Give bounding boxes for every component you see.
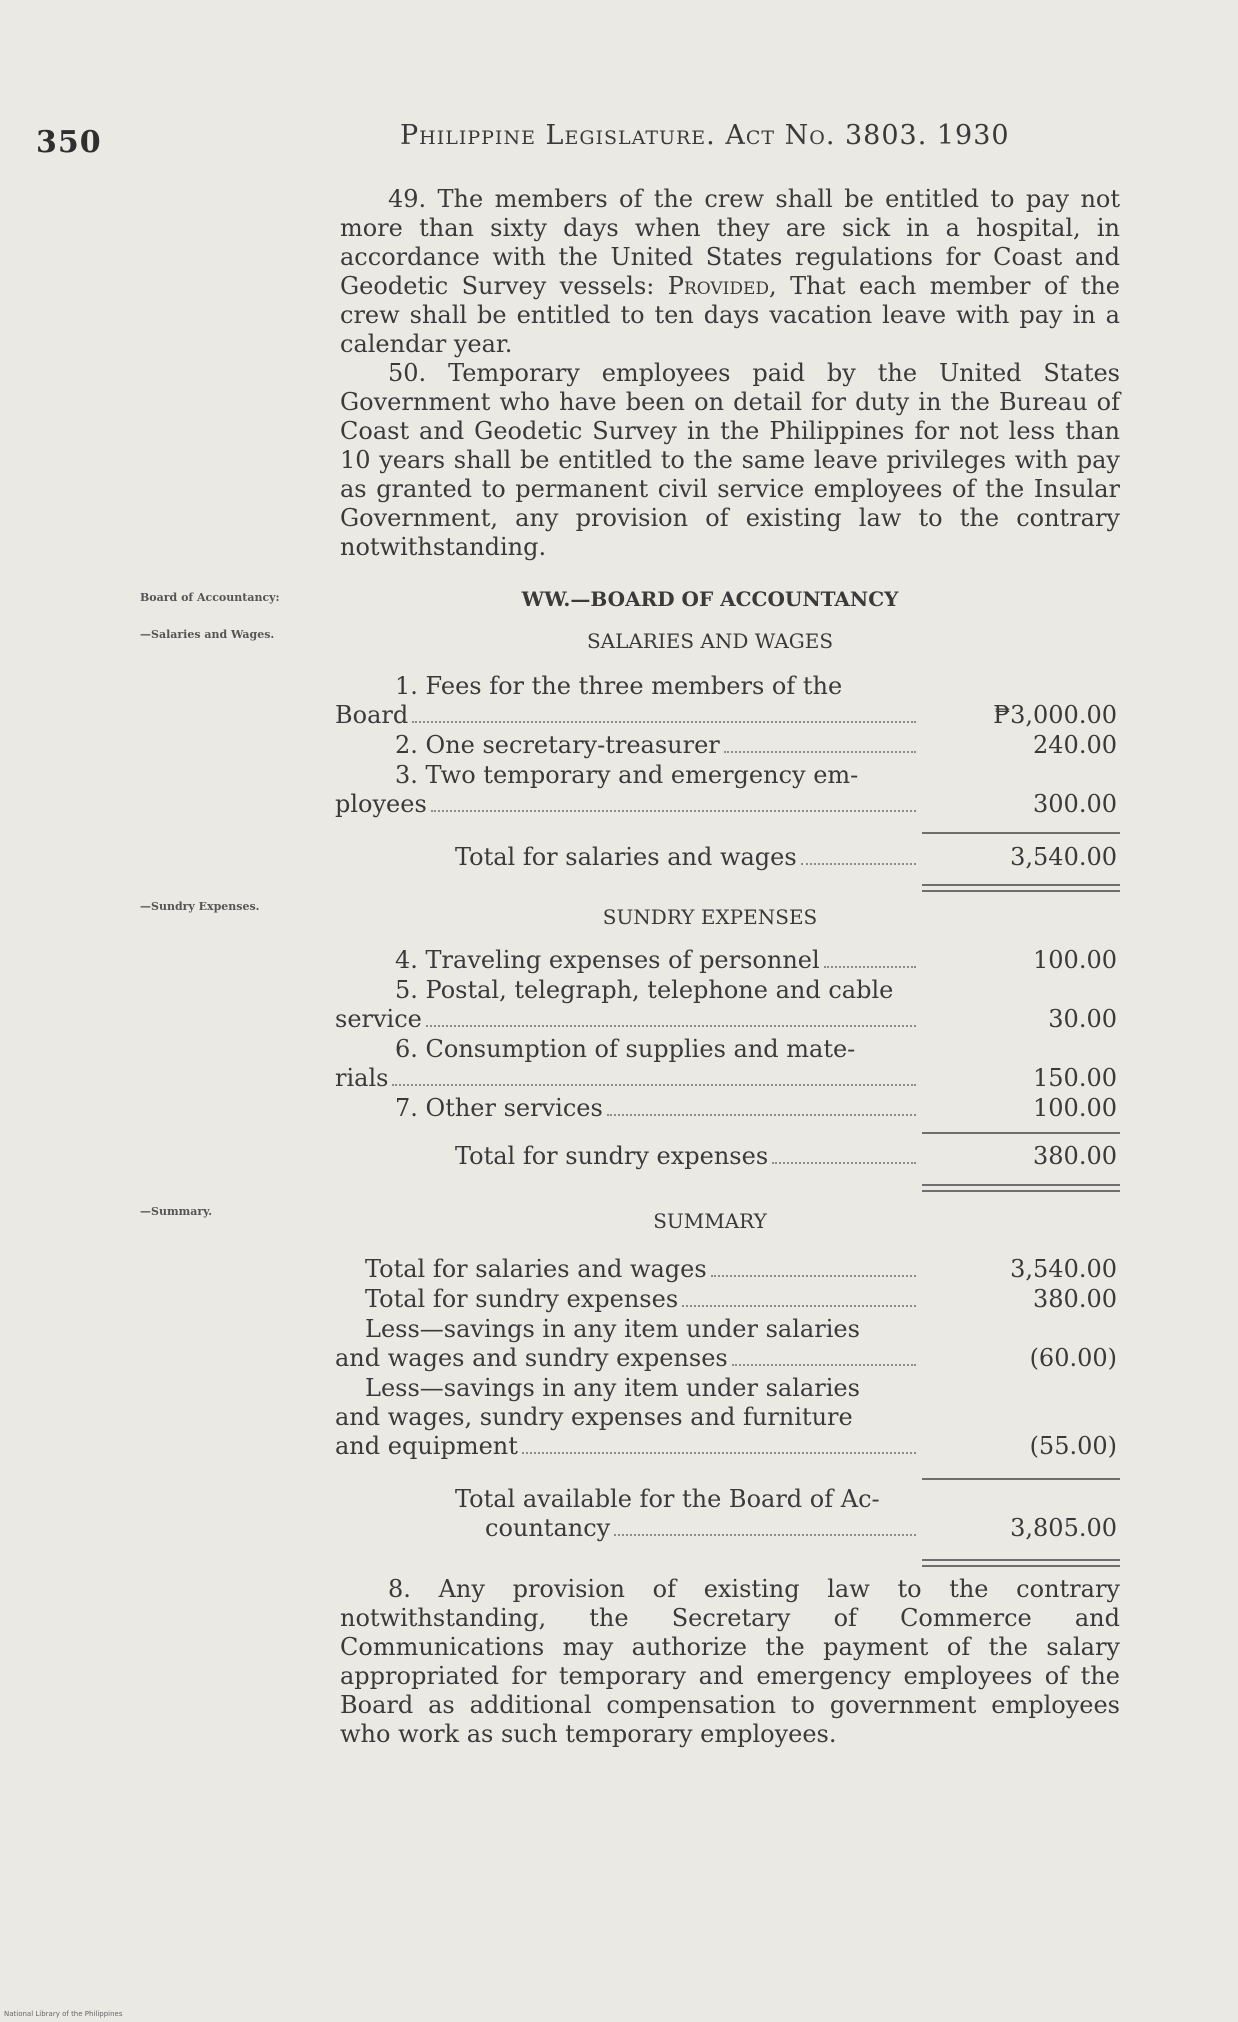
table-row [335, 1285, 1121, 1314]
item-label: Less—savings in any item under salaries [365, 1374, 860, 1402]
total-double-rule [922, 1184, 1120, 1192]
page-number: 350 [36, 125, 102, 160]
item-amount: 100.00 [1033, 946, 1117, 974]
item-label: 7. Other services [395, 1094, 603, 1122]
table-row [335, 672, 1121, 730]
total-row [335, 1142, 1121, 1171]
leader-dots [724, 731, 916, 753]
provided-word: Provided [667, 272, 770, 300]
item-amount: 240.00 [1033, 731, 1117, 759]
table-row [335, 1094, 1121, 1123]
item-amount: 150.00 [1033, 1064, 1117, 1092]
item-label: Total for salaries and wages [365, 1255, 707, 1283]
total-double-rule [922, 884, 1120, 892]
paragraph-8: 8. Any provision of existing law to the contrary notwithstanding, the Secretary of Commerce and Communications may authorize the payment of the salary appropriated for temporary and emergency employees of the Board as additional compensation to government employees who work as such temporary employees. [340, 1575, 1120, 1748]
section-8-text [340, 1575, 1120, 1749]
sidenote-summary: —Summary. [140, 1205, 213, 1218]
sundry-table [335, 946, 1121, 1124]
item-amount: 30.00 [1048, 1005, 1117, 1033]
sundry-heading: SUNDRY EXPENSES [602, 905, 818, 929]
table-row [335, 761, 1121, 819]
item-amount: (60.00) [1029, 1344, 1117, 1372]
leader-dots [412, 701, 916, 723]
item-label: Total for sundry expenses [365, 1285, 679, 1313]
leader-dots [522, 1432, 916, 1454]
total-amount: 3,540.00 [1010, 843, 1117, 871]
item-amount: ₱3,000.00 [993, 701, 1117, 729]
item-label: Less—savings in any item under salaries [365, 1315, 860, 1343]
salaries-heading: SALARIES AND WAGES [586, 629, 834, 653]
item-label: and equipment [335, 1432, 518, 1460]
total-label: Total available for the Board of Ac- [455, 1485, 880, 1513]
item-label: and wages, sundry expenses and furniture [335, 1403, 853, 1431]
salaries-table [335, 672, 1121, 820]
total-amount: 3,805.00 [1010, 1514, 1117, 1542]
item-label: rials [335, 1064, 389, 1092]
total-label: Total for salaries and wages [455, 843, 797, 871]
table-row [335, 976, 1121, 1034]
table-row [335, 731, 1121, 760]
total-label: countancy [485, 1514, 611, 1542]
summary-table [335, 1255, 1121, 1462]
leader-dots [801, 843, 916, 865]
leader-dots [426, 1005, 916, 1027]
sundry-total [335, 1142, 1121, 1172]
footer-credit: National Library of the Philippines [4, 2010, 123, 2018]
summary-total [335, 1485, 1121, 1544]
paragraph-49 [340, 185, 1120, 359]
item-label: Board [335, 701, 409, 729]
table-row [335, 1374, 1121, 1461]
item-label: 5. Postal, telegraph, telephone and cable [395, 976, 894, 1004]
item-amount: 380.00 [1033, 1285, 1117, 1313]
item-label: service [335, 1005, 422, 1033]
item-amount: 300.00 [1033, 790, 1117, 818]
total-label: Total for sundry expenses [455, 1142, 769, 1170]
total-amount: 380.00 [1033, 1142, 1117, 1170]
subtotal-rule [922, 832, 1120, 834]
item-amount: 3,540.00 [1010, 1255, 1117, 1283]
total-row [335, 1485, 1121, 1543]
sidenote-sundry: —Sundry Expenses. [140, 900, 260, 913]
total-row [335, 843, 1121, 872]
sidenote-board: Board of Accountancy: [140, 591, 280, 604]
item-label: 4. Traveling expenses of personnel [395, 946, 820, 974]
total-double-rule [922, 1559, 1120, 1567]
table-row [335, 1035, 1121, 1093]
table-row [335, 1255, 1121, 1284]
summary-heading: SUMMARY [653, 1209, 767, 1233]
paragraph-50: 50. Temporary employees paid by the United States Government who have been on detail for duty in the Bureau of Coast and Geodetic Survey in the Philippines for not less than 10 years shall be entitled to the same leave privileges with pay as granted to permanent civil service employees of the Insular Government, any provision of existing law to the contrary notwithstanding. [340, 359, 1120, 561]
leader-dots [732, 1344, 916, 1366]
item-label: 1. Fees for the three members of the [395, 672, 843, 700]
table-row [335, 1315, 1121, 1373]
item-amount: (55.00) [1029, 1432, 1117, 1460]
leader-dots [772, 1142, 916, 1164]
sidenote-salaries: —Salaries and Wages. [140, 628, 275, 641]
leader-dots [607, 1094, 916, 1116]
running-head: Philippine Legislature. Act No. 3803. 1930 [400, 120, 1010, 151]
leader-dots [824, 946, 916, 968]
leader-dots [614, 1514, 916, 1536]
item-amount: 100.00 [1033, 1094, 1117, 1122]
salaries-total [335, 843, 1121, 873]
leader-dots [392, 1064, 916, 1086]
item-label: ployees [335, 790, 427, 818]
table-row [335, 946, 1121, 975]
paragraph-49-text-a: 49. The members of the crew shall be entitled to pay not more than sixty days when they are sick in a hospital, in accordance with the United States regulations for Coast and Geodetic Survey vessels: [340, 185, 1120, 300]
subtotal-rule [922, 1478, 1120, 1480]
section-49-50-text [340, 185, 1120, 562]
item-label: 6. Consumption of supplies and mate- [395, 1035, 856, 1063]
section-title: WW.—BOARD OF ACCOUNTANCY [521, 587, 899, 611]
item-label: and wages and sundry expenses [335, 1344, 728, 1372]
leader-dots [431, 790, 916, 812]
leader-dots [682, 1285, 916, 1307]
paragraph-49-text-b: , That each member of the crew shall be entitled to ten days vacation leave with pay in a calendar year. [340, 272, 1121, 358]
leader-dots [711, 1255, 916, 1277]
subtotal-rule [922, 1132, 1120, 1134]
item-label: 3. Two temporary and emergency em- [395, 761, 859, 789]
item-label: 2. One secretary-treasurer [395, 731, 720, 759]
